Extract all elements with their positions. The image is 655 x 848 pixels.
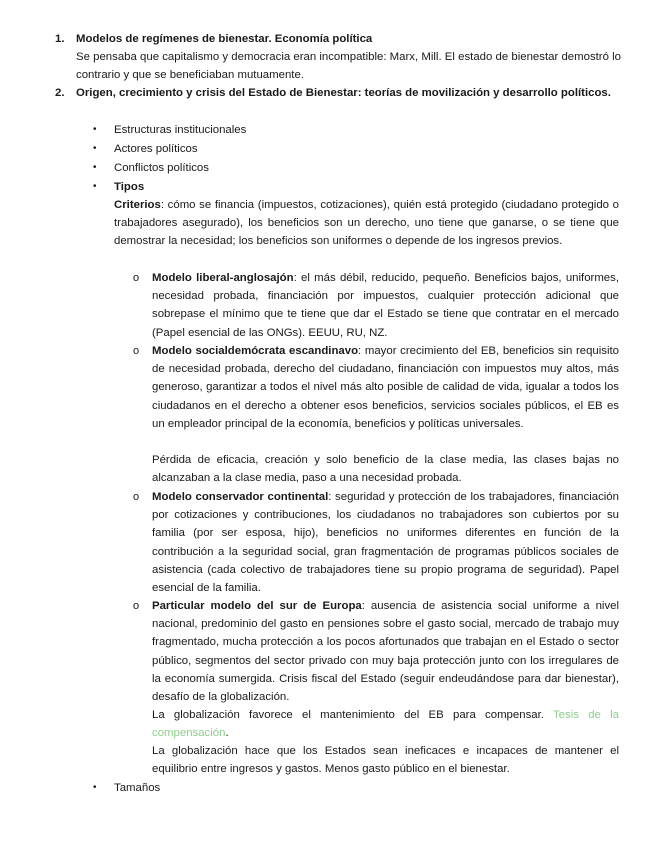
model-socialdemocrata [152, 342, 619, 433]
model-socialdemocrata-text: : mayor crecimiento del EB, beneficios sin requisito de necesidad probada, derecho del ciudadano, financiación con impuestos muy altos, más generoso, garantizar a todos el nivel más alto posible de calidad de vida, igualar a todos los ciudadanos en el derecho a obtener esos beneficios, servicios sociales públicos, el EB es un empleador principal de la economía, beneficios y políticas universales. [152, 345, 619, 430]
list-number-2: 2. [55, 87, 65, 99]
extra1-text: La globalización favorece el mantenimiento del EB para compensar. [152, 709, 553, 721]
model-liberal [152, 269, 619, 342]
bullet-dot: • [93, 124, 97, 135]
model-sur-europa-extra2: La globalización hace que los Estados sean ineficaces e incapaces de mantener el equilibrio entre ingresos y gastos. Menos gasto público en el bienestar. [152, 745, 619, 776]
model-socialdemocrata-name: Modelo socialdemócrata escandinavo [152, 345, 359, 357]
model-liberal-text: : el más débil, reducido, pequeño. Beneficios bajos, uniformes, necesidad probada, financiación por impuestos, cualquier protección adicional que sobrepase el mínimo que te tiene que dar el Estado se tiene que contratar en el mercado (Papel esencial de las ONGs). EEUU, RU, NZ. [152, 272, 620, 339]
bullet-tipos: Tipos [114, 181, 145, 193]
model-sur-europa [152, 597, 619, 706]
model-liberal-name: Modelo liberal-anglosajón [152, 272, 294, 284]
model-sur-europa-extra1 [152, 706, 619, 742]
bullet-estructuras: Estructuras institucionales [114, 124, 247, 136]
model-socialdemocrata-extra: Pérdida de eficacia, creación y solo beneficio de la clase media, las clases bajas no alcanzaban a la clase media, paso a una necesidad probada. [152, 454, 619, 485]
model-conservador [152, 488, 619, 597]
model-sur-europa-text: : ausencia de asistencia social uniforme a nivel nacional, predominio del gasto en pensiones sobre el gasto social, mercado de trabajo muy fragmentado, mucha protección a los pocos afortunados que trabajan en el Estado o sector público, segmentos del sector privado con muy baja protección junto con los irregulares de la economía sumergida. Crisis fiscal del Estado (seguir endeudándose para dar bienestar), desafío de la globalización. [152, 600, 619, 704]
criterios-paragraph [114, 196, 619, 251]
item1-title: Modelos de regímenes de bienestar. Economía política [76, 33, 373, 45]
model-sur-europa-name: Particular modelo del sur de Europa [152, 600, 362, 612]
bullet-actores: Actores políticos [114, 143, 198, 155]
bullet-tamanos: Tamaños [114, 782, 161, 794]
sub-bullet-o: o [133, 600, 140, 612]
extra1-end: . [225, 727, 229, 740]
bullet-conflictos: Conflictos políticos [114, 162, 209, 174]
list-number-1: 1. [55, 33, 65, 45]
criterios-label: Criterios [114, 199, 161, 211]
item2-title: Origen, crecimiento y crisis del Estado de Bienestar: teorías de movilización y desarrollo políticos. [76, 87, 611, 99]
bullet-dot: • [93, 162, 97, 173]
model-conservador-text: : seguridad y protección de los trabajadores, financiación por cotizaciones y contribuciones, los ciudadanos no trabajadores son cubiertos por su familia (por ser esposa, hijo), beneficios no uniformes diferentes en función de la contribución a la seguridad social, gran fragmentación de programas públicos sociales de asistencia (cada colectivo de trabajadores tiene su propio programa de seguridad). Papel esencial de la familia. [152, 491, 619, 595]
bullet-dot: • [93, 782, 97, 793]
model-conservador-name: Modelo conservador continental [152, 491, 329, 503]
sub-bullet-o: o [133, 491, 140, 503]
sub-bullet-o: o [133, 345, 140, 357]
bullet-dot: • [93, 143, 97, 154]
tesis-compensacion-link[interactable]: Tesis de la compensación [152, 709, 619, 740]
item1-body: Se pensaba que capitalismo y democracia eran incompatible: Marx, Mill. El estado de bienestar demostró lo contrario y que se beneficiaban mutuamente. [76, 51, 621, 82]
sub-bullet-o: o [133, 272, 140, 284]
criterios-text: : cómo se financia (impuestos, cotizaciones), quién está protegido (ciudadano protegido o trabajadores asegurado), los beneficios son un derecho, uno tiene que ganarse, o se tiene que demostrar la necesidad; los beneficios son uniformes o depende de los ingresos previos. [114, 199, 619, 248]
bullet-dot: • [93, 181, 97, 192]
